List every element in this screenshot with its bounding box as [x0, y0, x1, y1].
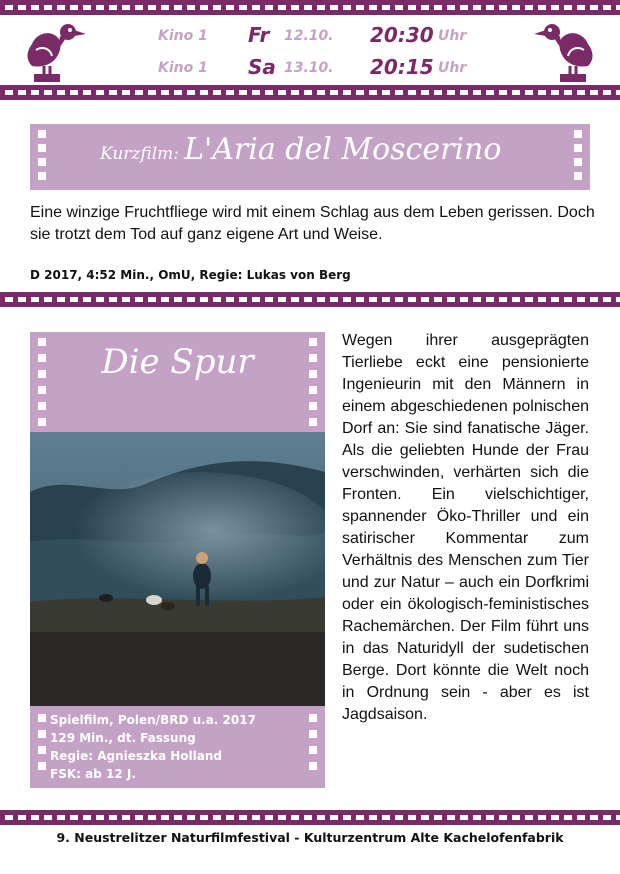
main-film-info-runtime: 129 Min., dt. Fassung: [50, 731, 196, 745]
film-still-image: [30, 432, 325, 706]
short-film-banner: [30, 124, 590, 190]
main-film-info-rating: FSK: ab 12 J.: [50, 767, 136, 781]
filmstrip-footer: [0, 810, 620, 825]
bird-logo-icon: [22, 16, 86, 84]
screening-venue: Kino 1: [158, 28, 208, 44]
filmstrip-top: [0, 0, 620, 15]
short-film-credits: D 2017, 4:52 Min., OmU, Regie: Lukas von Berg: [30, 268, 351, 282]
screening-day: Sa: [248, 55, 276, 79]
main-film-info: [50, 711, 310, 783]
screening-date: 12.10.: [284, 28, 334, 44]
short-film-title: L'Aria del Moscerino: [184, 132, 502, 167]
main-film-info-director: Regie: Agnieszka Holland: [50, 749, 222, 763]
main-film-description: Wegen ihrer ausgeprägten Tierliebe eckt eine pensionierte Ingenieurin mit den Männern in einem abgeschiedenen polnischen Dorf an: Sie sind fanatische Jäger. Als die geliebten Hunde der Frau verschwinden, verhärten sich die Fronten. Ein vielschichtiger, spannender Öko-Thriller und ein satirischer Kommentar zum Verhältnis des Menschen zum Tier und zur Natur – auch ein Dorfkrimi oder ein ökologisch-feministisches Rachemärchen. Der Film führt uns in das Naturidyll der sudetischen Berge. Dort könnte die Welt noch in Ordnung sein - aber es ist Jagdsaison.: [342, 332, 589, 723]
short-film-prefix: Kurzfilm:: [100, 144, 179, 164]
filmstrip-divider: [0, 292, 620, 307]
short-film-description: Eine winzige Fruchtfliege wird mit einem Schlag aus dem Leben gerissen. Doch sie trotzt dem Tod auf ganz eigene Art und Weise.: [30, 204, 595, 243]
bird-logo-icon: [534, 16, 598, 84]
screening-day: Fr: [248, 23, 270, 47]
main-film-title: Die Spur: [101, 342, 254, 382]
screening-time-unit: Uhr: [438, 60, 467, 76]
filmstrip-header-bottom: [0, 85, 620, 100]
footer-text: 9. Neustrelitzer Naturfilmfestival - Kulturzentrum Alte Kachelofenfabrik: [56, 830, 564, 845]
screening-time: 20:15: [370, 55, 434, 79]
screening-venue: Kino 1: [158, 60, 208, 76]
screening-date: 13.10.: [284, 60, 334, 76]
screening-time-unit: Uhr: [438, 28, 467, 44]
main-film-info-genre: Spielfilm, Polen/BRD u.a. 2017: [50, 713, 256, 727]
short-film-title-line: [100, 132, 540, 167]
screening-time: 20:30: [370, 23, 434, 47]
